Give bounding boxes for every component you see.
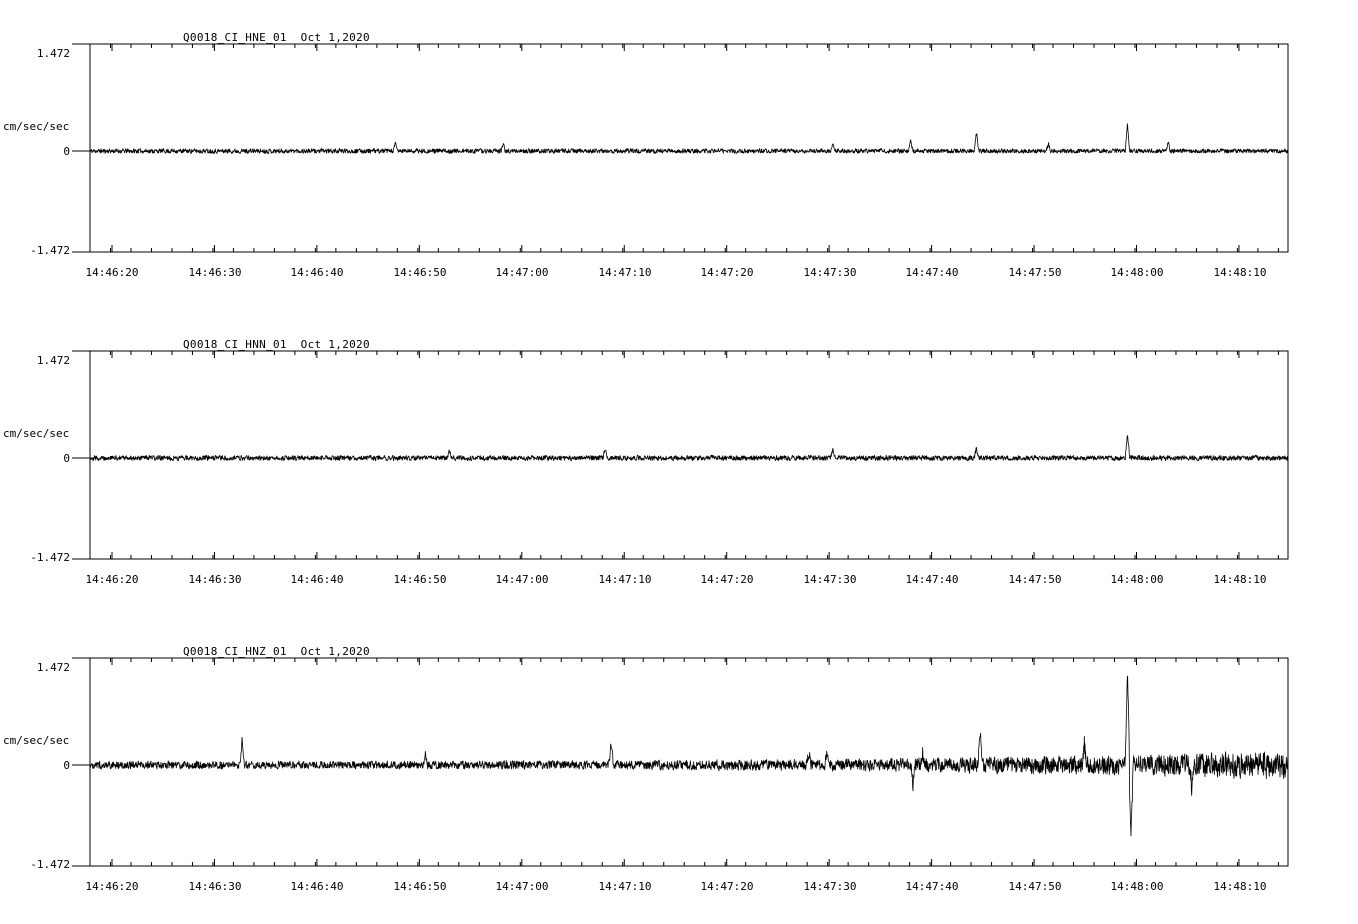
x-axis-tick: 14:47:10 bbox=[598, 266, 652, 279]
x-axis-tick: 14:46:30 bbox=[188, 266, 242, 279]
x-axis-tick: 14:46:50 bbox=[393, 573, 447, 586]
y-axis-tick-zero: 0 bbox=[63, 759, 70, 772]
y-axis-tick-top: 1.472 bbox=[36, 354, 70, 367]
y-axis-tick-bottom: -1.472 bbox=[30, 551, 70, 564]
panel-title: Q0018_CI_HNZ_01 Oct 1,2020 bbox=[183, 645, 370, 658]
x-axis-tick: 14:47:50 bbox=[1008, 266, 1062, 279]
y-axis-label: cm/sec/sec bbox=[3, 427, 70, 440]
x-axis-tick: 14:47:40 bbox=[905, 880, 959, 893]
y-axis-tick-zero: 0 bbox=[63, 452, 70, 465]
x-axis-tick: 14:47:30 bbox=[803, 880, 857, 893]
y-axis-tick-bottom: -1.472 bbox=[30, 858, 70, 871]
seismogram-panel-hnz bbox=[0, 614, 1358, 904]
seismogram-panel-hne bbox=[0, 0, 1358, 290]
x-axis-tick: 14:47:30 bbox=[803, 266, 857, 279]
panel-title: Q0018_CI_HNN_01 Oct 1,2020 bbox=[183, 338, 370, 351]
x-axis-tick: 14:47:20 bbox=[700, 880, 754, 893]
x-axis-tick: 14:47:00 bbox=[495, 880, 549, 893]
plot-area bbox=[0, 307, 1358, 597]
seismogram-panel-hnn bbox=[0, 307, 1358, 597]
panel-title: Q0018_CI_HNE_01 Oct 1,2020 bbox=[183, 31, 370, 44]
x-axis-tick: 14:46:50 bbox=[393, 266, 447, 279]
x-axis-tick: 14:48:10 bbox=[1213, 266, 1267, 279]
y-axis-tick-bottom: -1.472 bbox=[30, 244, 70, 257]
x-axis-tick: 14:47:10 bbox=[598, 880, 652, 893]
x-axis-tick: 14:46:30 bbox=[188, 573, 242, 586]
plot-area bbox=[0, 614, 1358, 904]
x-axis-tick: 14:48:00 bbox=[1110, 266, 1164, 279]
x-axis-tick: 14:47:10 bbox=[598, 573, 652, 586]
x-axis-tick: 14:47:40 bbox=[905, 573, 959, 586]
x-axis-tick: 14:46:20 bbox=[85, 573, 139, 586]
x-axis-tick: 14:48:10 bbox=[1213, 573, 1267, 586]
x-axis-tick: 14:48:00 bbox=[1110, 573, 1164, 586]
x-axis-tick: 14:46:50 bbox=[393, 880, 447, 893]
plot-area bbox=[0, 0, 1358, 290]
x-axis-tick: 14:47:20 bbox=[700, 573, 754, 586]
x-axis-tick: 14:46:20 bbox=[85, 266, 139, 279]
x-axis-tick: 14:47:50 bbox=[1008, 880, 1062, 893]
x-axis-tick: 14:46:20 bbox=[85, 880, 139, 893]
y-axis-tick-zero: 0 bbox=[63, 145, 70, 158]
y-axis-label: cm/sec/sec bbox=[3, 734, 70, 747]
x-axis-tick: 14:48:00 bbox=[1110, 880, 1164, 893]
x-axis-tick: 14:47:50 bbox=[1008, 573, 1062, 586]
x-axis-tick: 14:47:30 bbox=[803, 573, 857, 586]
x-axis-tick: 14:47:40 bbox=[905, 266, 959, 279]
y-axis-tick-top: 1.472 bbox=[36, 661, 70, 674]
y-axis-tick-top: 1.472 bbox=[36, 47, 70, 60]
x-axis-tick: 14:46:40 bbox=[290, 266, 344, 279]
x-axis-tick: 14:47:20 bbox=[700, 266, 754, 279]
x-axis-tick: 14:46:30 bbox=[188, 880, 242, 893]
x-axis-tick: 14:46:40 bbox=[290, 573, 344, 586]
x-axis-tick: 14:47:00 bbox=[495, 573, 549, 586]
x-axis-tick: 14:47:00 bbox=[495, 266, 549, 279]
y-axis-label: cm/sec/sec bbox=[3, 120, 70, 133]
x-axis-tick: 14:46:40 bbox=[290, 880, 344, 893]
x-axis-tick: 14:48:10 bbox=[1213, 880, 1267, 893]
